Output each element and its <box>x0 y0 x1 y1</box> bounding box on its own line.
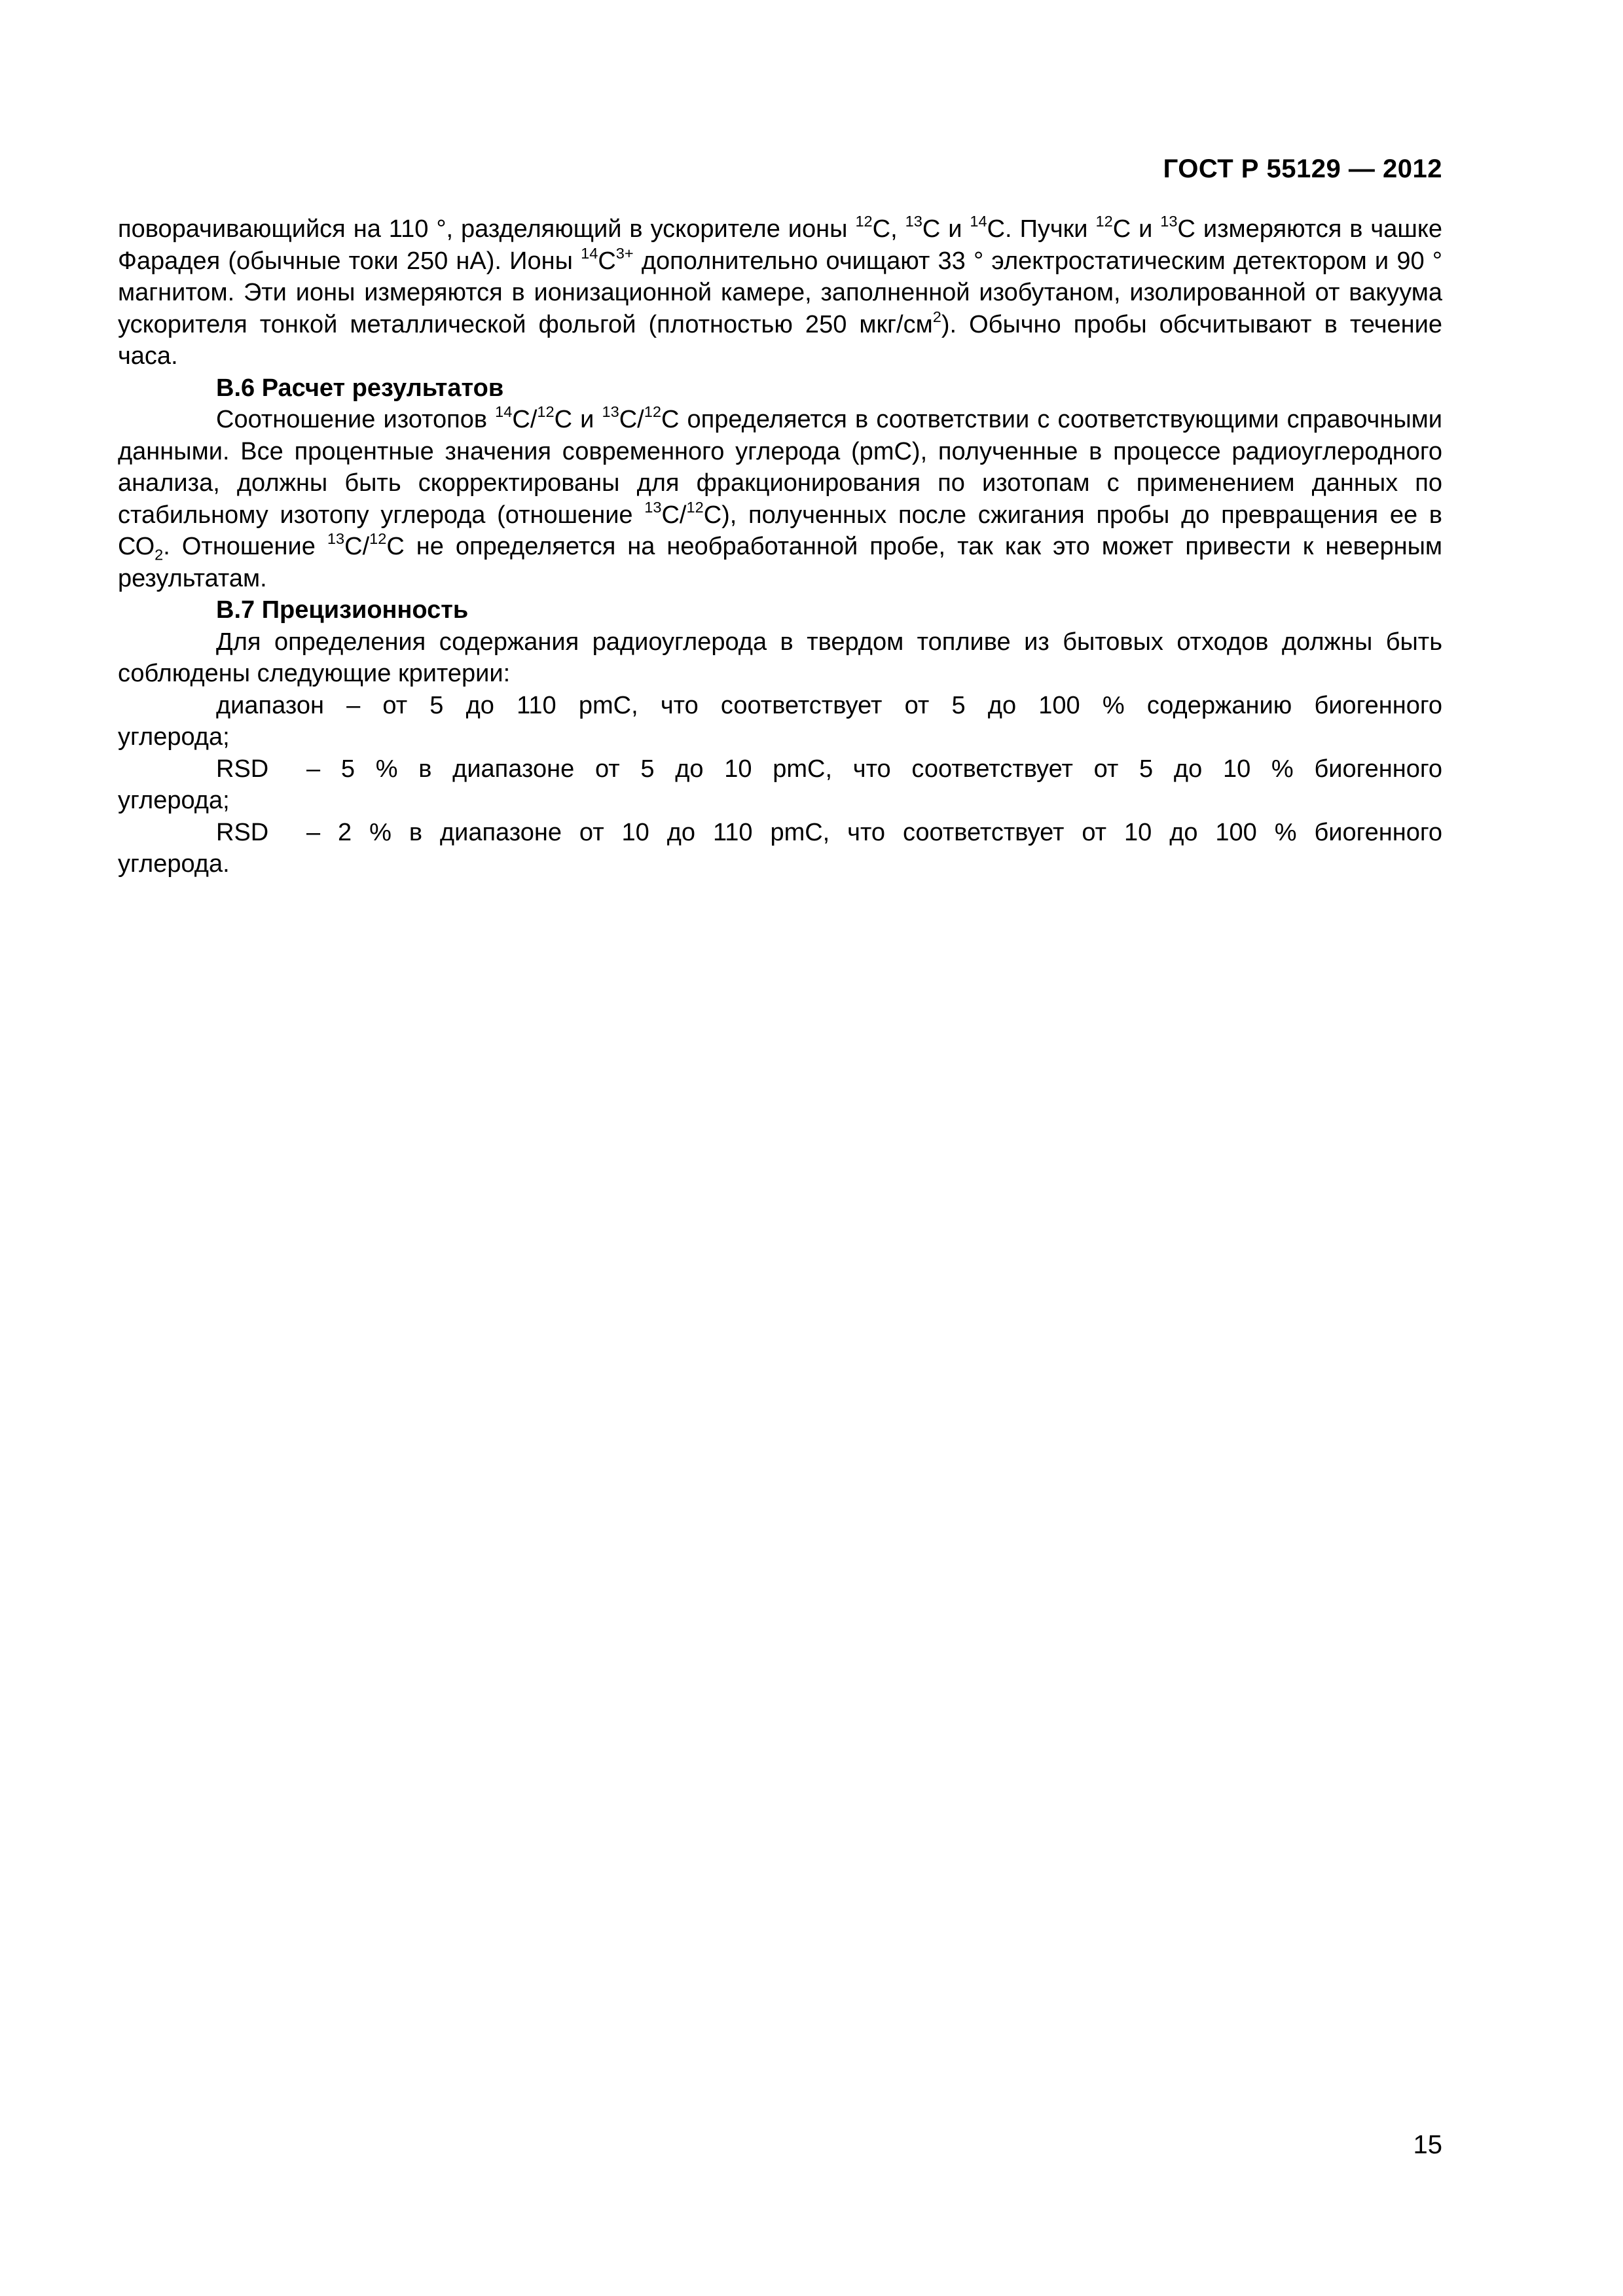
paragraph-isotope-ratio: Соотношение изотопов $^{14}$С/$^{12}$С и $^{13}$С/$^{12}$С определяется в соответствии с соответствующими справочными данными. Все процентные значения современного углерода (pmC), полученные в процессе радиоуглеродного анализа, должны быть скорректированы для фракционирования по изотопам с применением данных по стабильному изотопу углерода (отношение $^{13}$С/$^{12}$С), полученных после сжигания пробы до превращения ее в $СО_2$. Отношение $^{13}$С/$^{12}$С не определяется на необработанной пробе, так как это может привести к неверным результатам. <box>118 403 1443 592</box>
page-number: 15 <box>1413 2130 1442 2159</box>
criterion-range-continuation: углерода; <box>118 723 230 751</box>
paragraph-ams-measurement: поворачивающийся на 110 °, разделяющий в ускорителе ионы $^{12}$С, $^{13}$С и $^{14}$С. Пучки $^{12}$С и $^{13}$С измеряются в чашке Фарадея (обычные токи 250 нА). Ионы $^{14}С^{3+}$ дополнительно очищают 33 ° электростатическим детектором и 90 ° магнитом. Эти ионы измеряются в ионизационной камере, заполненной изобутаном, изолированной от вакуума ускорителя тонкой металлической фольгой (плотностью 250 мкг/$см^2$). Обычно пробы обсчитывают в течение часа. <box>118 213 1443 370</box>
criterion-rsd-high-continuation: углерода. <box>118 850 230 878</box>
rsd-label: RSD <box>216 755 269 783</box>
section-heading-b7: В.7 Прецизионность <box>216 596 469 624</box>
criterion-rsd-low-continuation: углерода; <box>118 787 230 814</box>
criterion-rsd-high-line: RSD – 2 % в диапазоне от 10 до 110 pmC, что соответствует от 10 до 100 % биогенного <box>118 817 1442 849</box>
section-heading-b6: В.6 Расчет результатов <box>216 374 504 402</box>
criterion-range-line: диапазон – от 5 до 110 pmC, что соответствует от 5 до 100 % содержанию биогенного <box>216 691 1442 719</box>
document-header: ГОСТ Р 55129 — 2012 <box>1163 154 1442 183</box>
page-content <box>118 213 1442 880</box>
rsd-label: RSD <box>216 818 269 846</box>
criterion-rsd-low-line: RSD – 5 % в диапазоне от 5 до 10 pmC, что соответствует от 5 до 10 % биогенного <box>118 753 1442 785</box>
paragraph-precision-intro: Для определения содержания радиоуглерода в твердом топливе из бытовых отходов должны быть соблюдены следующие критерии: <box>118 628 1442 687</box>
